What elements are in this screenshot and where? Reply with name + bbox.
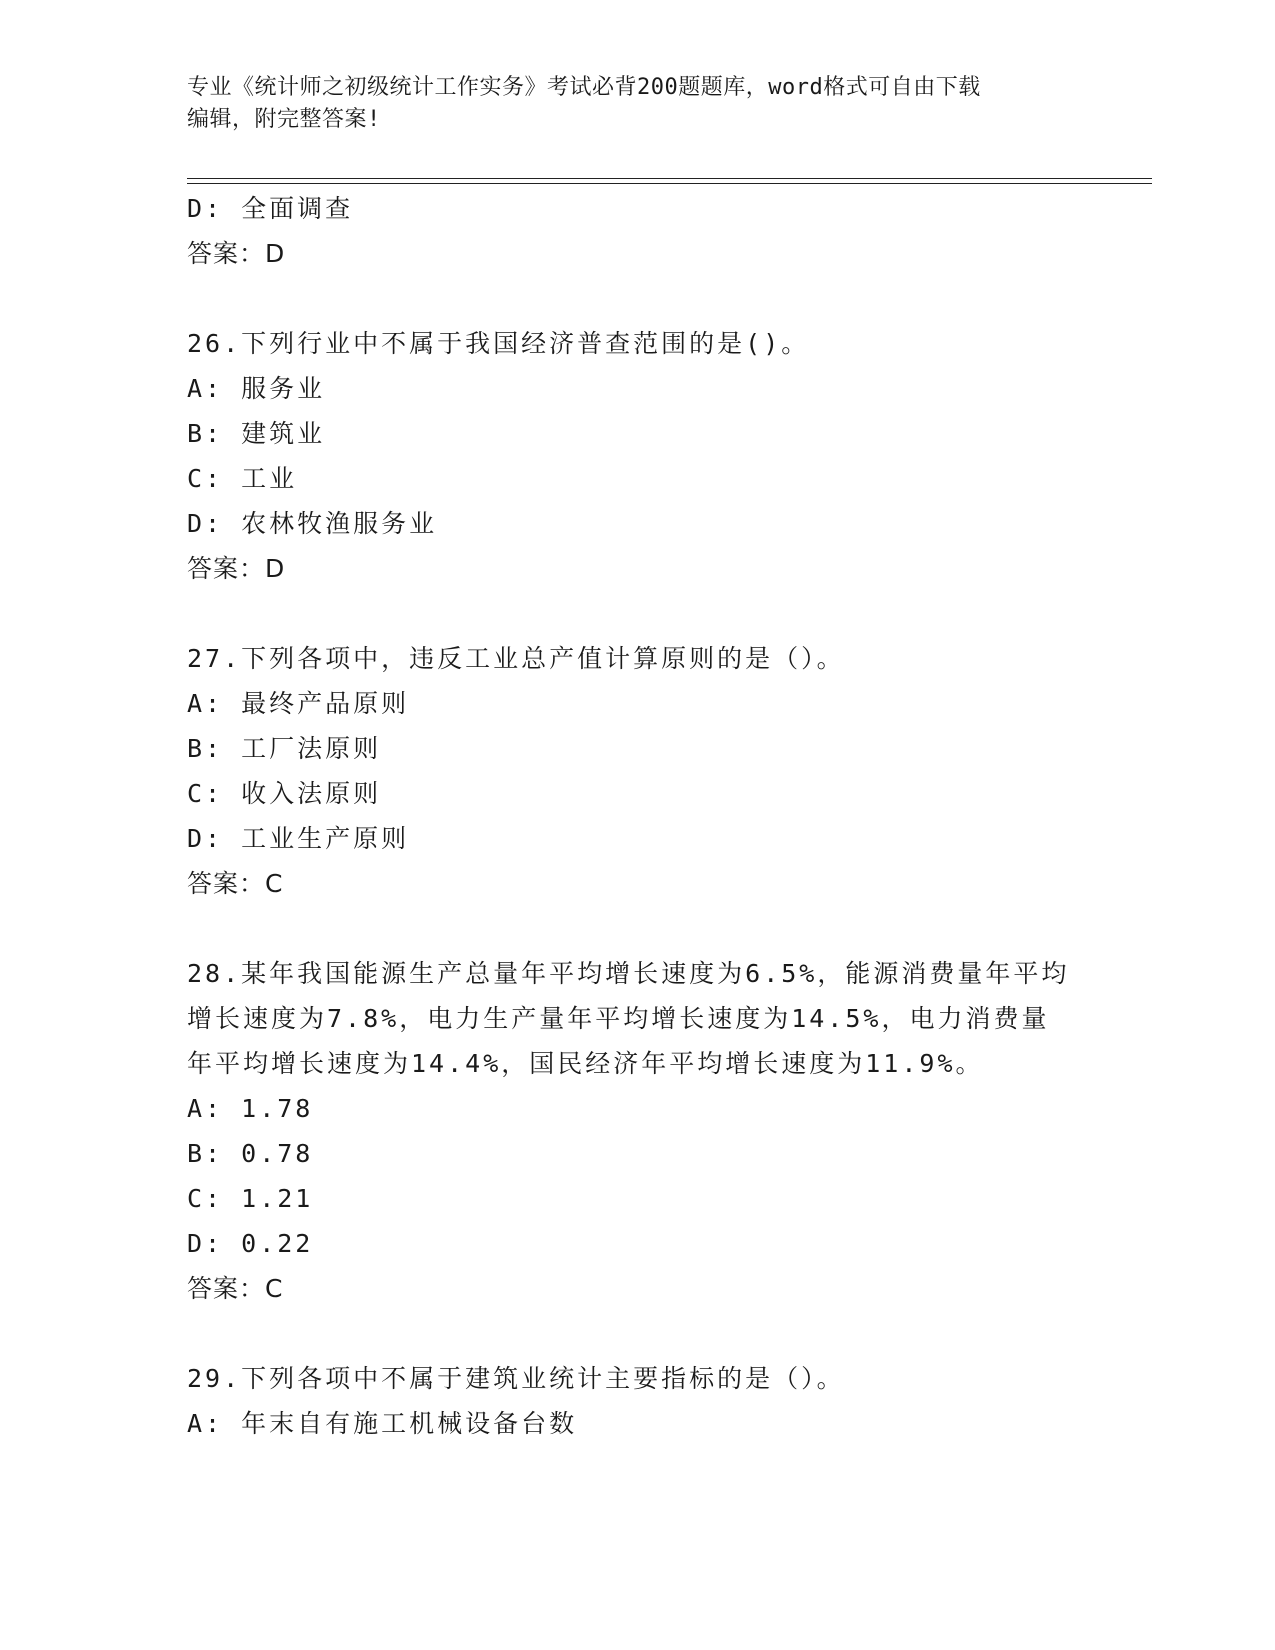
q27-question: 27.下列各项中，违反工业总产值计算原则的是（）。 [187,644,845,673]
q28-question-line-2: 增长速度为7.8%，电力生产量年平均增长速度为14.5%，电力消费量 [187,1004,1050,1033]
q28-answer: 答案：C [187,1274,284,1303]
q26-answer: 答案：D [187,554,286,583]
q28-option-d: D: 0.22 [187,1229,314,1258]
header-divider-top [187,178,1152,179]
header-divider-bottom [187,183,1152,184]
document-header [187,72,1087,136]
q26-question: 26.下列行业中不属于我国经济普查范围的是()。 [187,329,810,358]
q26-option-b: B: 建筑业 [187,419,326,448]
prev-answer: 答案：D [187,239,286,268]
q27-option-d: D: 工业生产原则 [187,824,410,853]
q28-question-line-1: 28.某年我国能源生产总量年平均增长速度为6.5%，能源消费量年平均 [187,959,1070,988]
q26-option-a: A: 服务业 [187,374,326,403]
q27-option-c: C: 收入法原则 [187,779,382,808]
q29-question: 29.下列各项中不属于建筑业统计主要指标的是（）。 [187,1364,845,1393]
q27-option-a: A: 最终产品原则 [187,689,410,718]
prev-option-d: D: 全面调查 [187,194,354,223]
q26-option-d: D: 农林牧渔服务业 [187,509,438,538]
q28-option-b: B: 0.78 [187,1139,314,1168]
q27-option-b: B: 工厂法原则 [187,734,382,763]
q28-question-line-3: 年平均增长速度为14.4%，国民经济年平均增长速度为11.9%。 [187,1049,984,1078]
q26-option-c: C: 工业 [187,464,298,493]
q28-option-c: C: 1.21 [187,1184,314,1213]
q29-option-a: A: 年末自有施工机械设备台数 [187,1409,578,1438]
header-title-line-1: 专业《统计师之初级统计工作实务》考试必背200题题库，word格式可自由下载 [187,75,981,100]
q27-answer: 答案：C [187,869,284,898]
header-title-line-2: 编辑，附完整答案! [187,107,381,132]
q28-option-a: A: 1.78 [187,1094,314,1123]
